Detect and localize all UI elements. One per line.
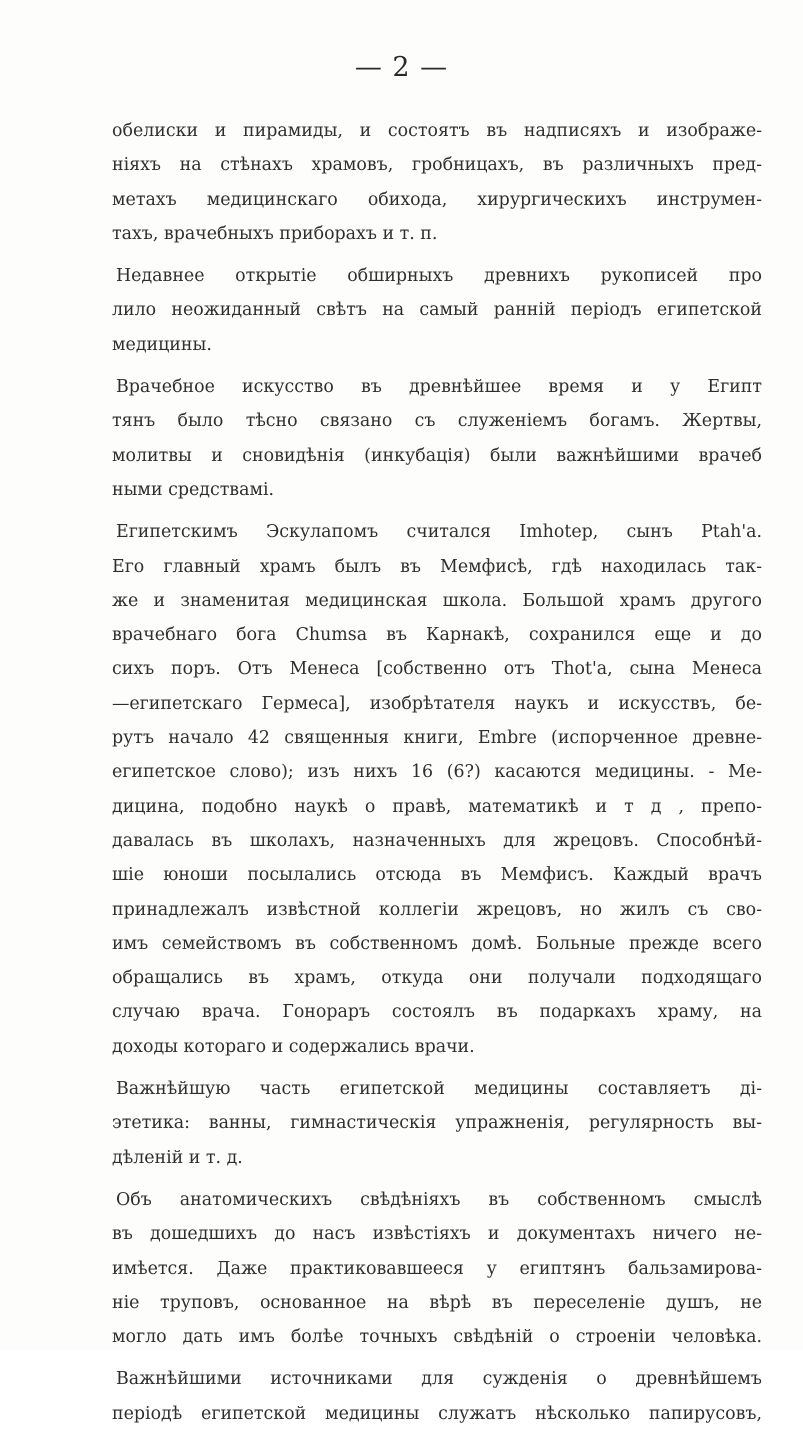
text-line: Его главный храмъ былъ въ Мемфисѣ, гдѣ находилась так- bbox=[112, 556, 762, 577]
text-line: давалась въ школахъ, назначенныхъ для жрецовъ. Способнѣй- bbox=[112, 830, 762, 851]
paragraph bbox=[112, 259, 762, 362]
page-number: — 2 — bbox=[354, 52, 449, 83]
text-line: Важнѣйшую часть египетской медицины составляетъ ді- bbox=[116, 1079, 762, 1100]
text-line: лило неожиданный свѣтъ на самый ранній періодъ египетской bbox=[112, 300, 762, 321]
text-line: же и знаменитая медицинская школа. Большой храмъ другого bbox=[112, 590, 762, 611]
text-line: случаю врача. Гонораръ состоялъ въ подаркахъ храму, на bbox=[112, 1002, 762, 1023]
paragraph bbox=[112, 1362, 762, 1431]
text-line: имѣется. Даже практиковавшееся у египтянъ бальзамирова- bbox=[112, 1258, 762, 1279]
text-line: молитвы и сновидѣнія (инкубація) были важнѣйшими врачеб bbox=[112, 445, 762, 466]
text-line: могло дать имъ болѣе точныхъ свѣдѣній о строеніи человѣка. bbox=[112, 1327, 762, 1348]
text-line: Недавнее открытіе обширныхъ древнихъ рукописей про bbox=[116, 266, 762, 287]
text-line: принадлежалъ извѣстной коллегіи жрецовъ, но жилъ съ сво- bbox=[112, 899, 762, 920]
text-line: тянъ было тѣсно связано съ служеніемъ богамъ. Жертвы, bbox=[112, 411, 762, 432]
text-line: Врачебное искусство въ древнѣйшее время и у Египт bbox=[116, 377, 762, 398]
text-line: рутъ начало 42 священныя книги, Embre (испорченное древне- bbox=[112, 728, 762, 749]
text-line: Важнѣйшими источниками для сужденія о древнѣйшемъ bbox=[116, 1369, 762, 1390]
text-line: врачебнаго бога Chumsa въ Карнакѣ, сохранился еще и до bbox=[112, 625, 762, 646]
paragraph bbox=[112, 1183, 762, 1354]
text-line: дицина, подобно наукѣ о правѣ, математикѣ и т д , препо- bbox=[112, 796, 762, 817]
text-line: Объ анатомическихъ свѣдѣніяхъ въ собственномъ смыслѣ bbox=[116, 1189, 762, 1210]
text-line: этетика: ванны, гимнастическія упражненія, регулярность вы- bbox=[112, 1113, 762, 1134]
paragraph bbox=[112, 370, 762, 507]
text-line: тахъ, врачебныхъ приборахъ и т. п. bbox=[112, 223, 438, 244]
text-line: ніе труповъ, основанное на вѣрѣ въ переселеніе душъ, не bbox=[112, 1292, 762, 1313]
text-line: египетское слово); изъ нихъ 16 (6?) касаются медицины. - Ме- bbox=[112, 762, 762, 783]
text-line: доходы котораго и содержались врачи. bbox=[112, 1036, 475, 1057]
text-line: дѣленій и т. д. bbox=[112, 1147, 243, 1168]
text-line: сихъ поръ. Отъ Менеса [собственно отъ Thot'a, сына Менеса bbox=[112, 659, 762, 680]
text-line: періодѣ египетской медицины служатъ нѣсколько папирусовъ, bbox=[112, 1403, 762, 1424]
text-line: имъ семействомъ въ собственномъ домѣ. Больные прежде всего bbox=[112, 933, 762, 954]
paragraph bbox=[112, 114, 762, 251]
text-line: ными средствамі. bbox=[112, 479, 275, 500]
text-line: обращались въ храмъ, откуда они получали подходящаго bbox=[112, 968, 762, 989]
text-line: Египетскимъ Эскулапомъ считался Imhotep, сынъ Ptah'a. bbox=[116, 522, 762, 543]
body-text bbox=[112, 114, 762, 1431]
paragraph bbox=[112, 1072, 762, 1175]
text-line: метахъ медицинскаго обихода, хирургическихъ инструмен- bbox=[112, 189, 762, 210]
text-line: медицины. bbox=[112, 334, 212, 355]
text-line: въ дошедшихъ до насъ извѣстіяхъ и документахъ ничего не- bbox=[112, 1224, 762, 1245]
text-line: шіе юноши посылались отсюда въ Мемфисъ. Каждый врачъ bbox=[112, 865, 762, 886]
text-line: ніяхъ на стѣнахъ храмовъ, гробницахъ, въ различныхъ пред- bbox=[112, 155, 762, 176]
text-line: —египетскаго Гермеса], изобрѣтателя наукъ и искусствъ, бе- bbox=[112, 693, 762, 714]
text-line: обелиски и пирамиды, и состоятъ въ надписяхъ и изображе- bbox=[112, 121, 762, 141]
paragraph bbox=[112, 515, 762, 1064]
